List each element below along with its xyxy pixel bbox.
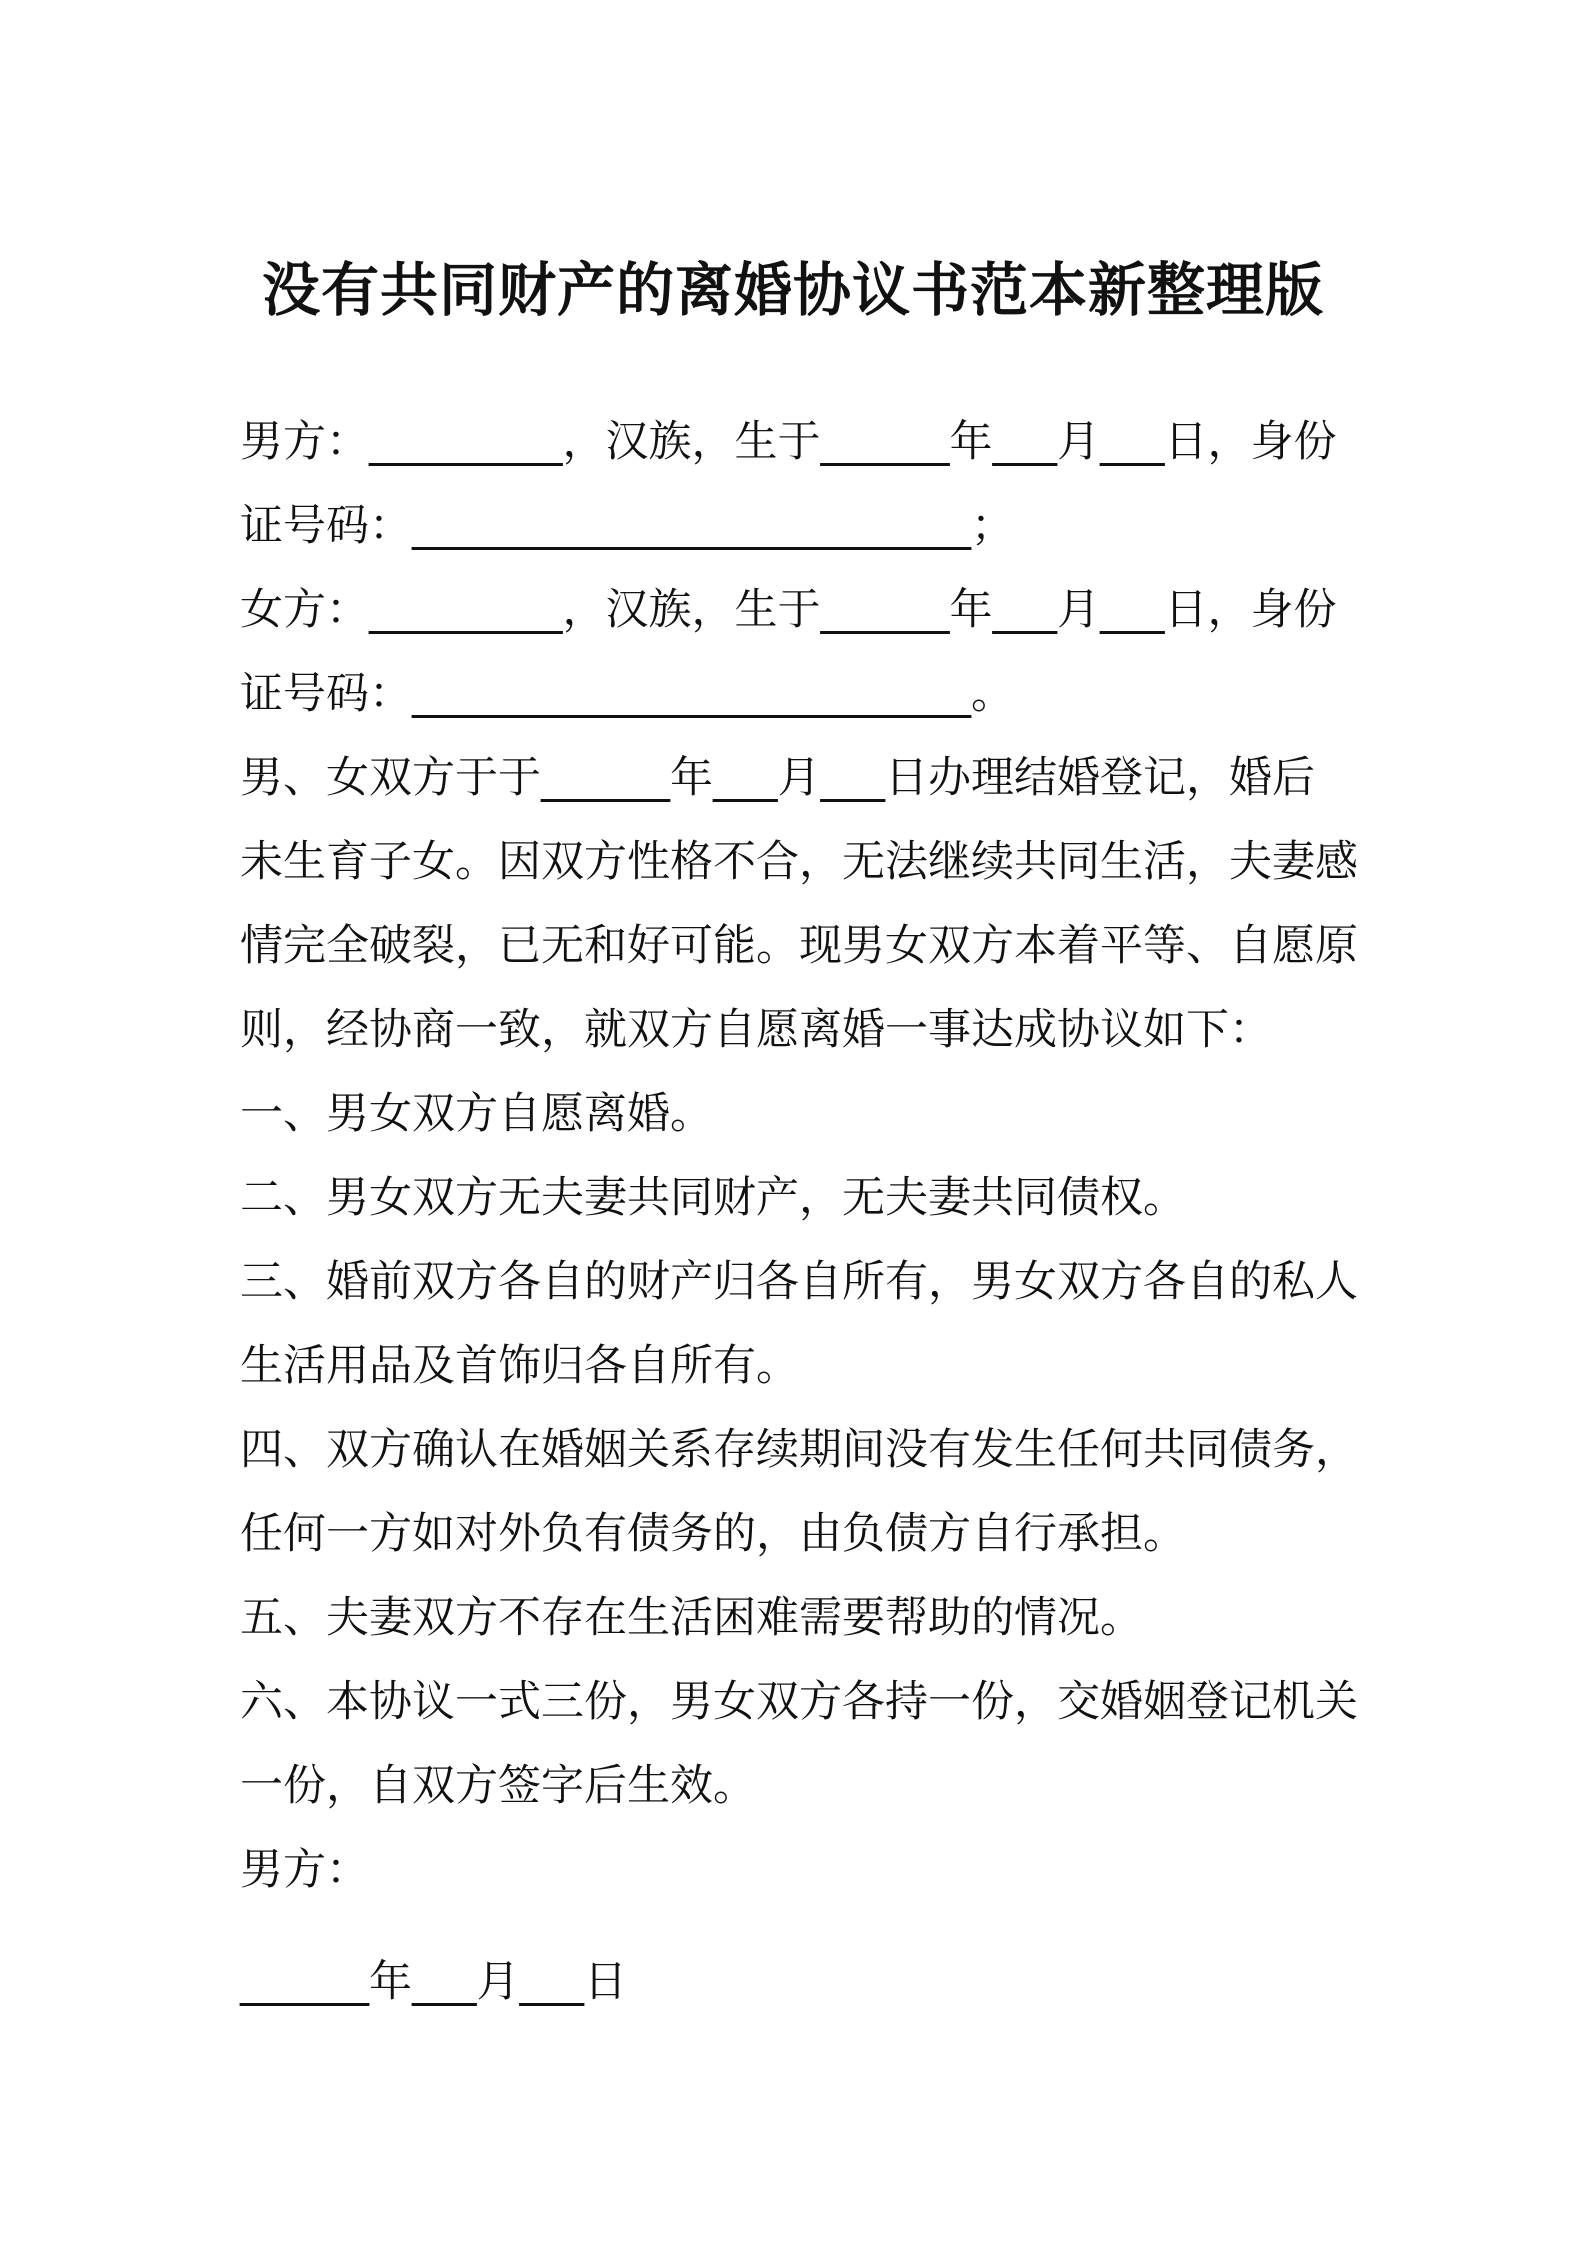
text-line: 则，经协商一致，就双方自愿离婚一事达成协议如下：: [240, 1005, 1272, 1055]
signature-label: 男方：: [240, 1845, 369, 1895]
text-line: 三、婚前双方各自的财产归各自所有，男女双方各自的私人: [240, 1257, 1358, 1307]
text-line: 四、双方确认在婚姻关系存续期间没有发生任何共同债务，: [240, 1425, 1358, 1475]
text-line: 未生育子女。因双方性格不合，无法继续共同生活，夫妻感: [240, 837, 1358, 887]
text-line: 证号码：__________________________；: [240, 501, 1014, 551]
text-line: 情完全破裂，已无和好可能。现男女双方本着平等、自愿原: [240, 921, 1358, 971]
text-line: 五、夫妻双方不存在生活困难需要帮助的情况。: [240, 1593, 1143, 1643]
document-title: 没有共同财产的离婚协议书范本新整理版: [261, 256, 1324, 324]
text-line: 一、男女双方自愿离婚。: [240, 1089, 713, 1139]
text-line: 男、女双方于于______年___月___日办理结婚登记，婚后: [240, 753, 1315, 803]
text-line: 女方：_________，汉族，生于______年___月___日，身份: [240, 585, 1337, 635]
text-line: 任何一方如对外负有债务的，由负债方自行承担。: [240, 1509, 1186, 1559]
date-line: ______年___月___日: [240, 1957, 627, 2007]
document-body: [240, 400, 1360, 2024]
spacer: [240, 1912, 1360, 1940]
text-line: 证号码：__________________________。: [240, 669, 1014, 719]
text-line: 男方：_________，汉族，生于______年___月___日，身份: [240, 417, 1337, 467]
text-line: 六、本协议一式三份，男女双方各持一份，交婚姻登记机关: [240, 1677, 1358, 1727]
text-line: 一份，自双方签字后生效。: [240, 1761, 756, 1811]
text-line: 生活用品及首饰归各自所有。: [240, 1341, 799, 1391]
text-line: 二、男女双方无夫妻共同财产，无夫妻共同债权。: [240, 1173, 1186, 1223]
